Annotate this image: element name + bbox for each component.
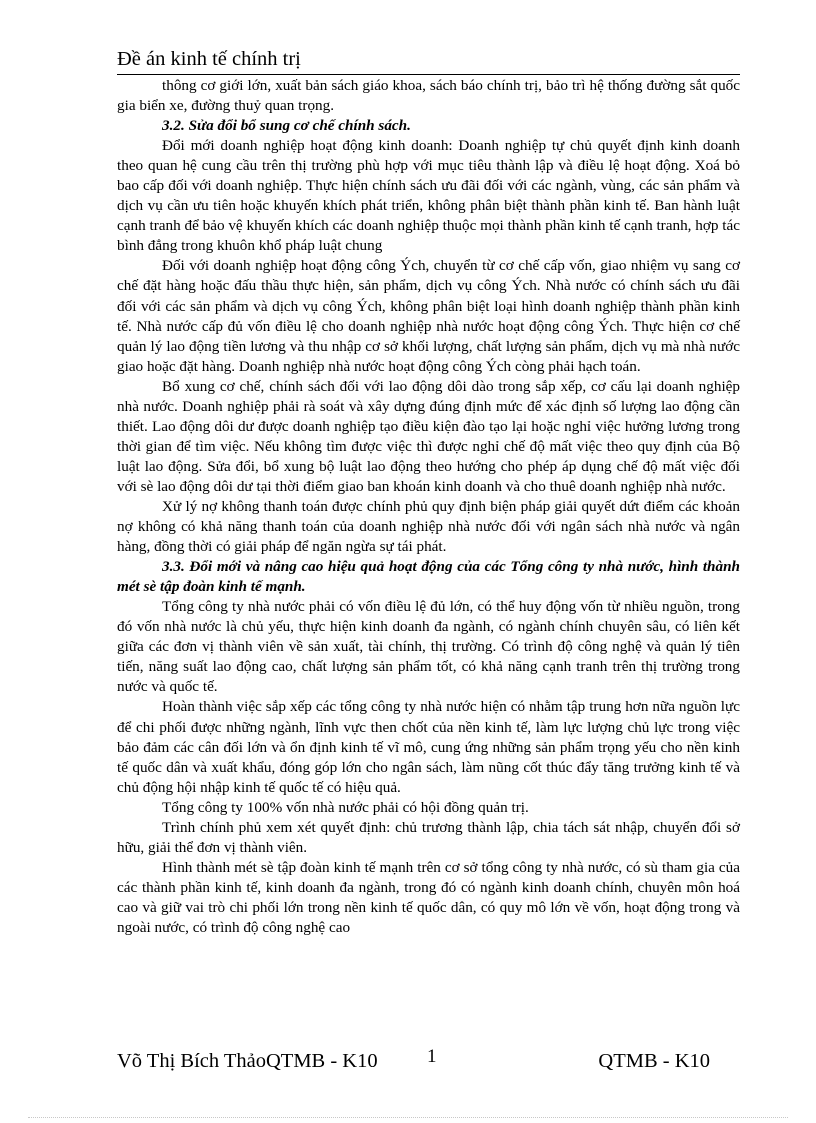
paragraph: Đổi mới doanh nghiệp hoạt động kinh doanh: Doanh nghiệp tự chủ quyết định kinh doanh theo quan hệ cung cầu trên thị trường phù hợp với mục tiêu thành lập và điều lệ hoạt động. Xoá bỏ bao cấp đối với doanh nghiệp. Thực hiện chính sách ưu đãi đối với các ngành, vùng, các sản phẩm và dịch vụ cần ưu tiên hoặc khuyến khích phát triển, không phân biệt thành phần kinh tế. Ban hành luật cạnh tranh để bảo vệ khuyến khích các doanh nghiệp thuộc mọi thành phần kinh tế cạnh tranh, hợp tác bình đẳng trong khuôn khổ pháp luật chung xyxy=(117,137,740,255)
paragraph: thông cơ giới lớn, xuất bản sách giáo khoa, sách báo chính trị, bảo trì hệ thống đường sắt quốc gia biển xe, đường thuỷ quan trọng. xyxy=(117,77,740,115)
section-heading: 3.2. Sửa đổi bổ sung cơ chế chính sách. xyxy=(162,117,411,135)
page-bottom-divider xyxy=(28,1117,788,1118)
paragraph: Hình thành mét sè tập đoàn kinh tế mạnh trên cơ sở tổng công ty nhà nước, có sù tham gia của các thành phần kinh tế, kinh doanh đa ngành, trong đó có ngành kinh doanh chính, chuyên môn hoá cao và giữ vai trò chi phối lớn trong nền kinh tế quốc dân, có quy mô lớn về vốn, hoạt động trong và ngoài nước, có trình độ công nghệ cao xyxy=(117,858,740,936)
paragraph: Hoàn thành việc sắp xếp các tổng công ty nhà nước hiện có nhằm tập trung hơn nữa nguồn lực để chi phối được những ngành, lĩnh vực then chốt của nền kinh tế, làm lực lượng chủ lực trong việc bảo đảm các cân đối lớn và ổn định kinh tế vĩ mô, cung ứng những sản phẩm trọng yếu cho nền kinh tế quốc dân và xuất khẩu, đóng góp lớn cho ngân sách, làm nũng cốt thúc đẩy tăng trưởng kinh tế và chủ động hội nhập kinh tế quốc tế có hiệu quả. xyxy=(117,698,740,796)
paragraph: Tổng công ty nhà nước phải có vốn điều lệ đủ lớn, có thể huy động vốn từ nhiều nguồn, trong đó vốn nhà nước là chủ yếu, thực hiện kinh doanh đa ngành, có ngành chính chuyên sâu, có liên kết giữa các đơn vị thành viên về sản xuất, tài chính, thị trường. Có trình độ công nghệ và quản lý tiên tiến, năng suất lao động cao, chất lượng sản phẩm tốt, có khả năng cạnh tranh trên thị trường trong nước và quốc tế. xyxy=(117,598,740,696)
document-body xyxy=(117,76,740,938)
section-heading: 3.3. Đổi mới và nâng cao hiệu quả hoạt động của các Tổng công ty nhà nước, hình thành mét sè tập đoàn kinh tế mạnh. xyxy=(117,558,740,596)
footer-class: QTMB - K10 xyxy=(598,1050,710,1072)
paragraph: Trình chính phủ xem xét quyết định: chủ trương thành lập, chia tách sát nhập, chuyển đổi sở hữu, giải thể đơn vị thành viên. xyxy=(117,818,740,856)
paragraph: Bổ xung cơ chế, chính sách đối với lao động dôi dào trong sắp xếp, cơ cấu lại doanh nghiệp nhà nước. Doanh nghiệp phải rà soát và xây dựng đúng định mức để xác định số lượng lao động cần thiết. Lao động dôi dư được doanh nghiệp tạo điều kiện đào tạo lại hoặc nghỉ việc hưởng lương trong thời gian để tìm việc. Nếu không tìm được việc thì được nghỉ chế độ mất việc theo quy định của Bộ luật lao động. Sửa đổi, bổ xung bộ luật lao động theo hướng cho phép áp dụng chế độ mất việc đối với sè lao động dôi dư tại thời điểm giao ban khoán kinh doanh và cho thuê doanh nghiệp nhà nước. xyxy=(117,377,740,495)
header-title: Đề án kinh tế chính trị xyxy=(117,48,301,70)
paragraph: Đối với doanh nghiệp hoạt động công Ých, chuyển từ cơ chế cấp vốn, giao nhiệm vụ sang cơ chế đặt hàng hoặc đấu thầu thực hiện, sản phẩm, dịch vụ công Ých. Nhà nước có chính sách ưu đãi đối với các sản phẩm và dịch vụ công Ých, không phân biệt loại hình doanh nghiệp thành phần kinh tế. Nhà nước cấp đủ vốn điều lệ cho doanh nghiệp nhà nước hoạt động công Ých. Thực hiện cơ chế quản lý lao động tiền lương và thu nhập cơ sở khối lượng, chất lượng sản phẩm, dịch vụ mà nhà nước giao hoặc đặt hàng. Doanh nghiệp nhà nước hoạt động công Ých còng phải hạch toán. xyxy=(117,257,740,375)
header-divider xyxy=(117,74,740,75)
footer-author: Võ Thị Bích ThảoQTMB - K10 xyxy=(117,1050,378,1072)
page-number: 1 xyxy=(427,1046,437,1067)
paragraph: Tổng công ty 100% vốn nhà nước phải có hội đồng quản trị. xyxy=(162,798,529,816)
paragraph: Xử lý nợ không thanh toán được chính phủ quy định biện pháp giải quyết dứt điểm các khoản nợ không có khả năng thanh toán của doanh nghiệp nhà nước đối với ngân sách nhà nước và ngân hàng, đồng thời có giải pháp để ngăn ngừa sự tái phát. xyxy=(117,497,740,556)
page-footer xyxy=(117,1046,740,1080)
